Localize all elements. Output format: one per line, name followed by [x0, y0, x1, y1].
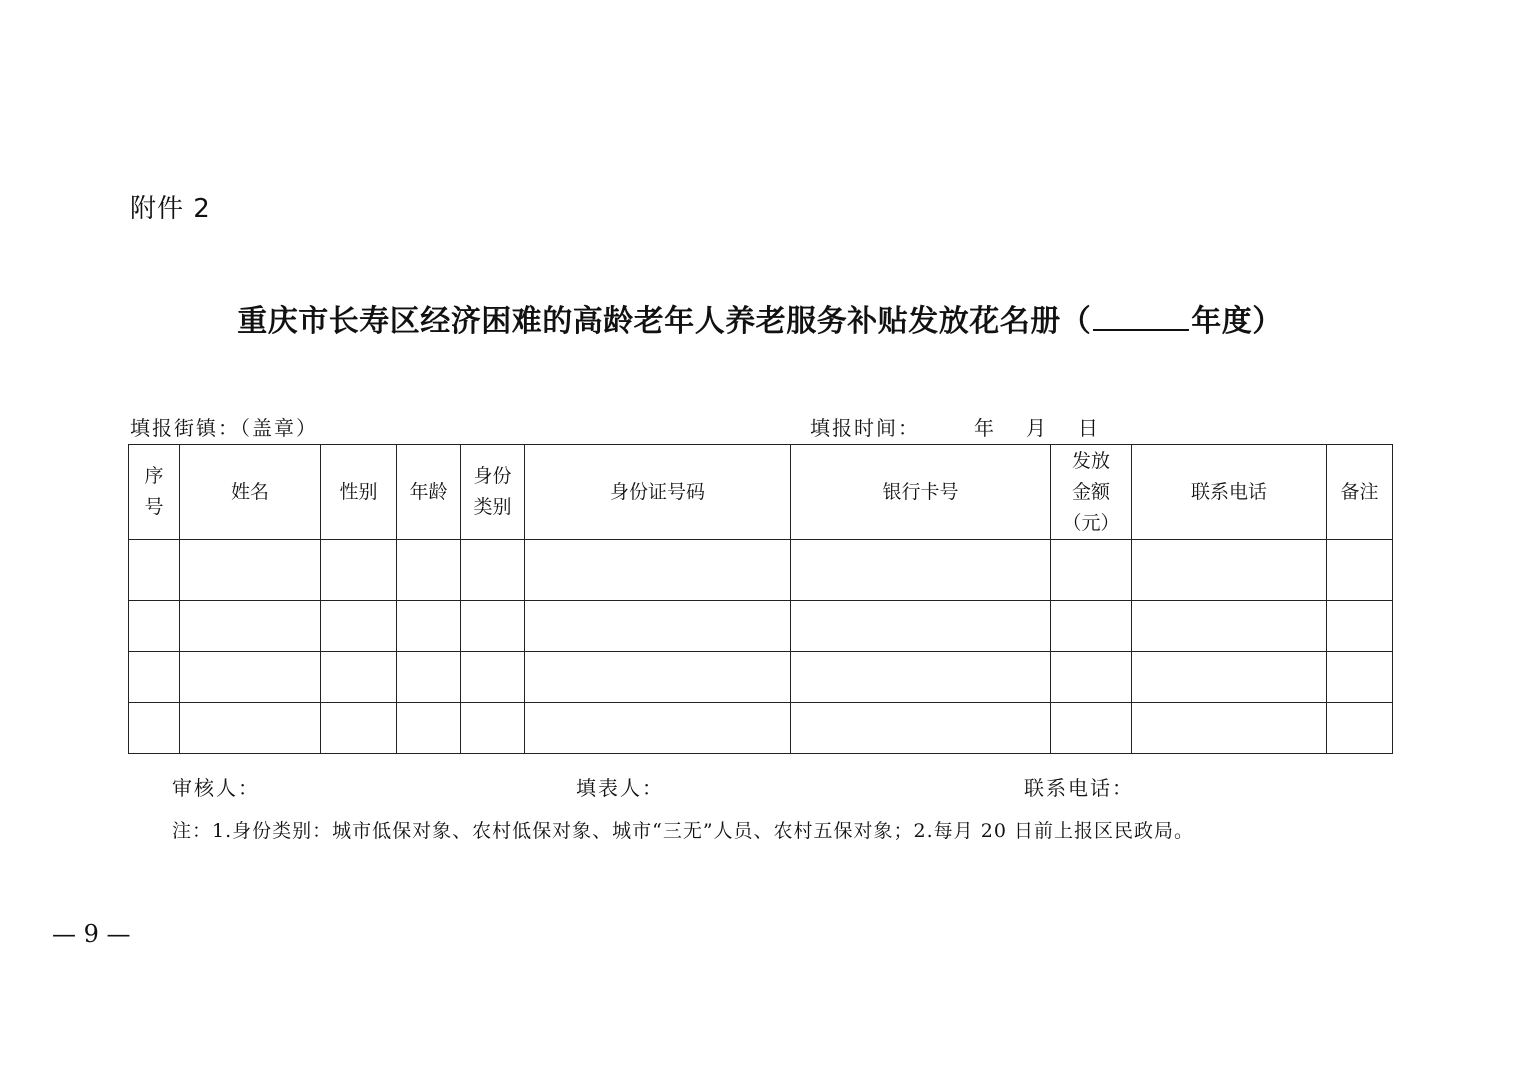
table-cell[interactable]: [525, 540, 791, 601]
table-cell[interactable]: [1132, 652, 1327, 703]
title-year-suffix: 年度: [1191, 304, 1253, 339]
street-label: 填报街镇：（盖章）: [130, 416, 318, 440]
year-label: 年: [974, 416, 996, 440]
table-cell[interactable]: [1327, 601, 1393, 652]
table-cell[interactable]: [1051, 540, 1132, 601]
table-cell[interactable]: [791, 703, 1051, 754]
roster-table: [128, 444, 1393, 754]
header-serial: 序 号: [129, 445, 180, 540]
table-cell[interactable]: [129, 601, 180, 652]
table-cell[interactable]: [321, 703, 397, 754]
table-cell[interactable]: [525, 601, 791, 652]
table-cell[interactable]: [791, 652, 1051, 703]
table-cell[interactable]: [1051, 601, 1132, 652]
year-blank-line: [1093, 301, 1189, 331]
note-text: 注：1.身份类别：城市低保对象、农村低保对象、城市“三无”人员、农村五保对象；2.每月 20 日前上报区民政局。: [172, 820, 1194, 842]
title-close-paren: ）: [1252, 304, 1283, 339]
table-row: [129, 601, 1393, 652]
table-cell[interactable]: [1051, 652, 1132, 703]
table-cell[interactable]: [791, 540, 1051, 601]
table-cell[interactable]: [1327, 703, 1393, 754]
table-cell[interactable]: [791, 601, 1051, 652]
table-cell[interactable]: [461, 703, 525, 754]
table-cell[interactable]: [1132, 703, 1327, 754]
reviewer-label: 审核人：: [172, 776, 260, 800]
header-phone: 联系电话: [1132, 445, 1327, 540]
header-age: 年龄: [397, 445, 461, 540]
header-gender: 性别: [321, 445, 397, 540]
page-number: — 9 —: [52, 920, 131, 948]
table-cell[interactable]: [321, 540, 397, 601]
filler-label: 填表人：: [576, 776, 664, 800]
table-row: [129, 540, 1393, 601]
table-cell[interactable]: [180, 703, 321, 754]
header-name: 姓名: [180, 445, 321, 540]
table-header-row: [129, 445, 1393, 540]
table-cell[interactable]: [1132, 601, 1327, 652]
table-row: [129, 703, 1393, 754]
report-time: [810, 412, 1100, 441]
title-open-paren: （: [1060, 304, 1092, 339]
table-cell[interactable]: [129, 703, 180, 754]
header-remarks: 备注: [1327, 445, 1393, 540]
table-cell[interactable]: [321, 652, 397, 703]
table-cell[interactable]: [321, 601, 397, 652]
header-bank-card: 银行卡号: [791, 445, 1051, 540]
table-cell[interactable]: [397, 601, 461, 652]
table-cell[interactable]: [461, 601, 525, 652]
contact-phone-label: 联系电话：: [1024, 776, 1134, 800]
day-label: 日: [1078, 416, 1100, 440]
table-cell[interactable]: [1327, 540, 1393, 601]
table-cell[interactable]: [461, 540, 525, 601]
table-cell[interactable]: [129, 540, 180, 601]
table-cell[interactable]: [397, 652, 461, 703]
table-cell[interactable]: [525, 703, 791, 754]
table-cell[interactable]: [397, 703, 461, 754]
table-cell[interactable]: [180, 601, 321, 652]
table-cell[interactable]: [461, 652, 525, 703]
table-row: [129, 652, 1393, 703]
table-cell[interactable]: [1132, 540, 1327, 601]
table-cell[interactable]: [1327, 652, 1393, 703]
header-amount: 发放 金额 （元）: [1051, 445, 1132, 540]
table-cell[interactable]: [525, 652, 791, 703]
table-body: [129, 540, 1393, 754]
table-cell[interactable]: [129, 652, 180, 703]
table-cell[interactable]: [180, 652, 321, 703]
table-cell[interactable]: [1051, 703, 1132, 754]
header-id-number: 身份证号码: [525, 445, 791, 540]
title-main: 重庆市长寿区经济困难的高龄老年人养老服务补贴发放花名册: [237, 304, 1061, 339]
table-cell[interactable]: [180, 540, 321, 601]
table-cell[interactable]: [397, 540, 461, 601]
attachment-label: 附件 2: [130, 194, 211, 224]
month-label: 月: [1026, 416, 1048, 440]
document-title: [0, 296, 1520, 340]
report-time-label: 填报时间：: [810, 416, 920, 440]
header-identity-category: 身份 类别: [461, 445, 525, 540]
